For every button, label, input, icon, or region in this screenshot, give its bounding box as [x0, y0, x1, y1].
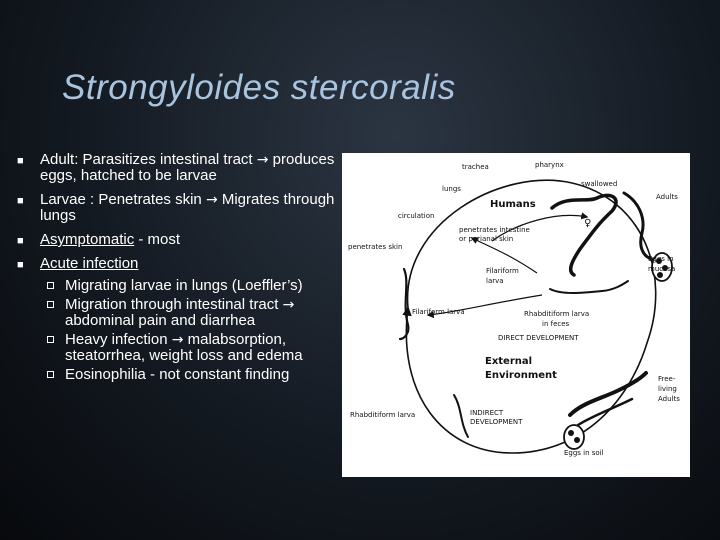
label-free-living-adults: Adults	[658, 395, 680, 403]
arrow-icon: →	[171, 332, 184, 348]
square-bullet-icon: ■	[17, 235, 24, 247]
bullet-text: Migrates through lungs	[40, 191, 335, 224]
square-bullet-icon: ■	[17, 195, 24, 207]
label-swallowed: swallowed	[581, 180, 618, 188]
label-indirect: INDIRECT	[470, 409, 504, 417]
bullet-list	[14, 152, 344, 391]
label-perianal-skin: or perianal skin	[459, 235, 514, 243]
label-pharynx: pharynx	[535, 161, 564, 169]
label-mucosa: mucosa	[648, 265, 676, 273]
label-filariform: Filariform	[486, 267, 519, 275]
label-indirect-development: DEVELOPMENT	[470, 418, 523, 426]
sub-bullet-heavy	[40, 332, 344, 364]
arrow-icon: →	[205, 192, 218, 208]
arrow-icon: →	[256, 152, 269, 168]
bullet-acute-infection	[14, 256, 344, 383]
label-circulation: circulation	[398, 212, 435, 220]
rhabditiform-larva-icon	[550, 281, 628, 293]
bullet-larvae	[14, 192, 344, 224]
square-bullet-icon: ■	[17, 155, 24, 167]
label-penetrates-intestine: penetrates intestine	[459, 226, 530, 234]
hollow-square-bullet-icon	[47, 371, 54, 378]
bullet-adult	[14, 152, 344, 184]
label-direct-development: DIRECT DEVELOPMENT	[498, 334, 579, 342]
label-trachea: trachea	[462, 163, 489, 171]
sub-bullet-text: malabsorption, steatorrhea, weight loss and edema	[65, 331, 303, 364]
bullet-text: Adult: Parasitizes intestinal tract	[40, 151, 257, 168]
square-bullet-icon: ■	[17, 259, 24, 271]
hollow-square-bullet-icon	[47, 336, 54, 343]
sub-bullet-lungs	[40, 278, 344, 294]
female-symbol-icon: ♀	[584, 218, 592, 229]
bullet-asymptomatic	[14, 232, 344, 248]
label-living: living	[658, 385, 677, 393]
bullet-underlined-text: Acute infection	[40, 255, 139, 272]
label-eggs-in-soil: Eggs in soil	[564, 449, 604, 457]
life-cycle-diagram	[342, 153, 690, 477]
label-humans: Humans	[490, 199, 536, 210]
sub-bullet-text: Heavy infection	[65, 331, 172, 348]
label-eggs-in: Eggs in	[648, 255, 674, 263]
label-rhabditiform-larva-feces: Rhabditiform larva	[524, 310, 590, 318]
adult-worm-icon	[552, 195, 616, 275]
sub-bullet-text: Migrating larvae in lungs (Loeffler’s)	[65, 277, 303, 294]
sub-bullet-eosinophilia	[40, 367, 344, 383]
label-lungs: lungs	[442, 185, 461, 193]
bullet-text: produces eggs, hatched to be larvae	[40, 151, 335, 184]
sub-bullet-text: Migration through intestinal tract	[65, 296, 283, 313]
bullet-underlined-text: Asymptomatic	[40, 231, 135, 248]
slide-title: Strongyloides stercoralis	[62, 68, 456, 107]
label-penetrates-skin: penetrates skin	[348, 243, 403, 251]
label-filariform-larva: Filariform larva	[412, 308, 465, 316]
life-cycle-svg	[342, 153, 690, 477]
bullet-text: - most	[134, 231, 181, 248]
hollow-square-bullet-icon	[47, 301, 54, 308]
label-environment: Environment	[485, 370, 557, 381]
sub-bullet-text: abdominal pain and diarrhea	[65, 312, 256, 329]
eggs-in-soil-icon	[564, 425, 584, 449]
label-rhabditiform-larva: Rhabditiform larva	[350, 411, 416, 419]
sub-bullet-intestinal	[40, 297, 344, 329]
label-adults: Adults	[656, 193, 678, 201]
sub-bullet-text: Eosinophilia - not constant finding	[65, 366, 290, 383]
label-external: External	[485, 356, 533, 367]
arrow-icon: →	[282, 297, 295, 313]
bullet-text: Larvae : Penetrates skin	[40, 191, 206, 208]
sub-bullet-list	[40, 278, 344, 383]
rhabditiform-larva-icon	[454, 395, 468, 437]
label-free: Free-	[658, 375, 676, 383]
label-in-feces: in feces	[542, 320, 570, 328]
hollow-square-bullet-icon	[47, 282, 54, 289]
label-larva: larva	[486, 277, 504, 285]
